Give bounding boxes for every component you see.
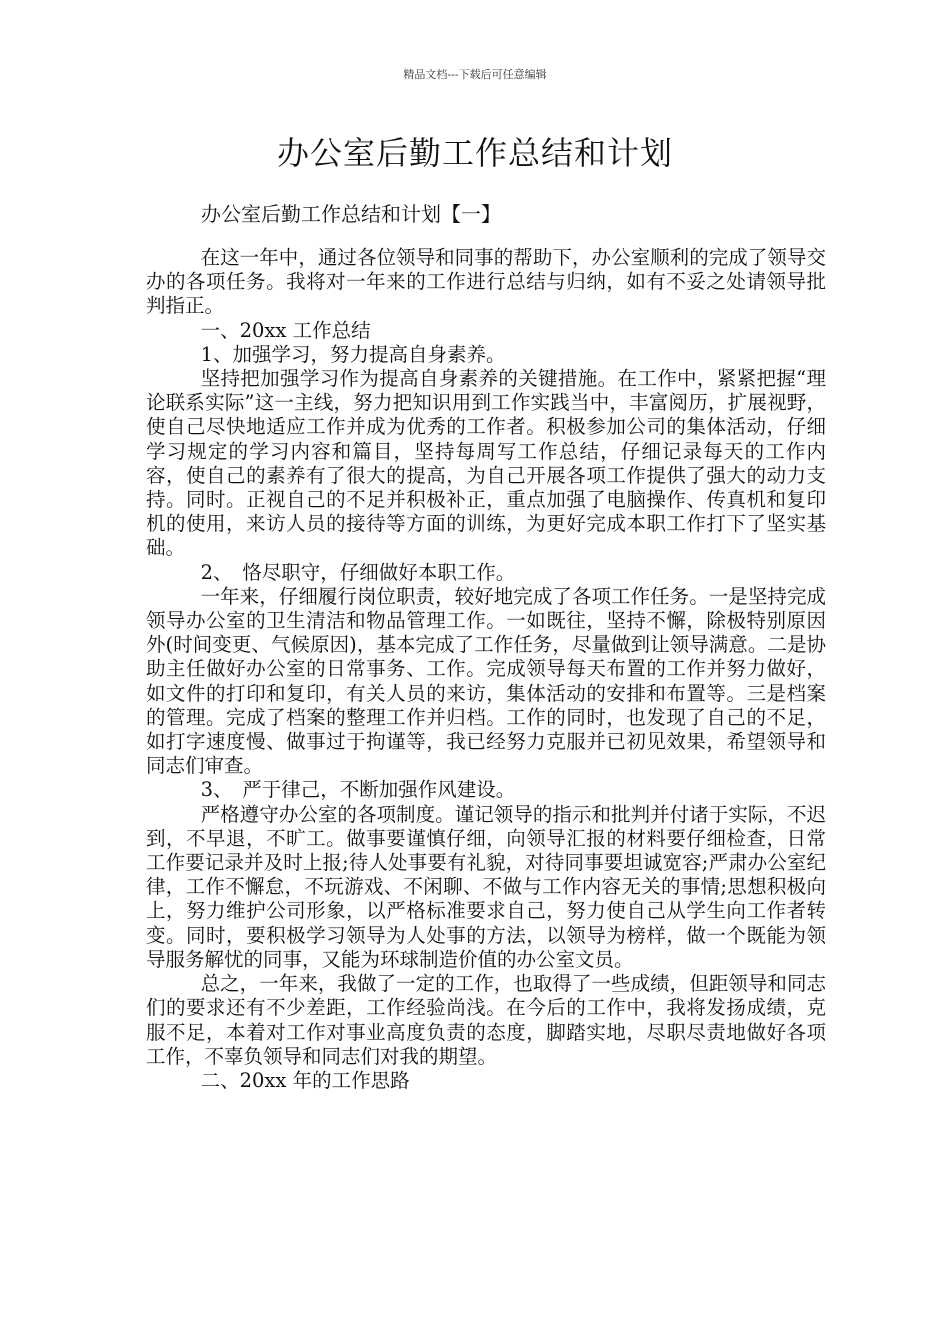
header-note: 精品文档---下载后可任意编辑 [403,68,547,81]
paragraph-intro: 在这一年中，通过各位领导和同事的帮助下，办公室顺利的完成了领导交办的各项任务。我将对一年来的工作进行总结与归纳，如有不妥之处请领导批判指正。 [146,246,826,318]
document-title: 办公室后勤工作总结和计划 [276,134,673,172]
paragraph-conclusion: 总之，一年来，我做了一定的工作，也取得了一些成绩，但距领导和同志们的要求还有不少差距，工作经验尚浅。在今后的工作中，我将发扬成绩，克服不足，本着对工作对事业高度负责的态度，脚踏实地，尽职尽责地做好各项工作，不辜负领导和同志们对我的期望。 [146,972,826,1068]
heading-work-summary: 一、20xx 工作总结 [200,318,371,342]
paragraph-discipline: 严格遵守办公室的各项制度。谨记领导的指示和批判并付诸于实际，不迟到，不早退，不旷工。做事要谨慎仔细，向领导汇报的材料要仔细检查，日常工作要记录并及时上报;待人处事要有礼貌，对待同事要坦诚宽容;严肃办公室纪律，工作不懈怠，不玩游戏、不闲聊、不做与工作内容无关的事情;思想积极向上，努力维护公司形象，以严格标准要求自己，努力使自己从学生向工作者转变。同时，要积极学习领导为人处事的方法，以领导为榜样，做一个既能为领导服务解忧的同事，又能为环球制造价值的办公室文员。 [146,802,826,971]
paragraph-duties: 一年来，仔细履行岗位职责，较好地完成了各项工作任务。一是坚持完成领导办公室的卫生清洁和物品管理工作。一如既往，坚持不懈，除极特别原因外(时间变更、气候原因)，基本完成了工作任务，尽量做到让领导满意。二是协助主任做好办公室的日常事务、工作。完成领导每天布置的工作并努力做好，如文件的打印和复印，有关人员的来访，集体活动的安排和布置等。三是档案的管理。完成了档案的整理工作并归档。工作的同时，也发现了自己的不足，如打字速度慢、做事过于拘谨等，我已经努力克服并已初见效果，希望领导和同志们审查。 [146,584,826,778]
document-body [146,246,826,1093]
heading-work-plan: 二、20xx 年的工作思路 [200,1068,410,1092]
section-subtitle: 办公室后勤工作总结和计划【一】 [201,202,501,226]
heading-item-3: 3、 严于律己，不断加强作风建设。 [200,778,516,802]
heading-item-2: 2、 恪尽职守，仔细做好本职工作。 [200,560,516,584]
heading-item-1: 1、加强学习，努力提高自身素养。 [200,342,506,366]
paragraph-study: 坚持把加强学习作为提高自身素养的关键措施。在工作中，紧紧把握“理论联系实际”这一主线，努力把知识用到工作实践当中，丰富阅历，扩展视野，使自己尽快地适应工作并成为优秀的工作者。积极参加公司的集体活动，仔细学习规定的学习内容和篇目，坚持每周写工作总结，仔细记录每天的工作内容，使自己的素养有了很大的提高，为自己开展各项工作提供了强大的动力支持。同时。正视自己的不足并积极补正，重点加强了电脑操作、传真机和复印机的使用，来访人员的接待等方面的训练，为更好完成本职工作打下了坚实基础。 [146,367,826,560]
